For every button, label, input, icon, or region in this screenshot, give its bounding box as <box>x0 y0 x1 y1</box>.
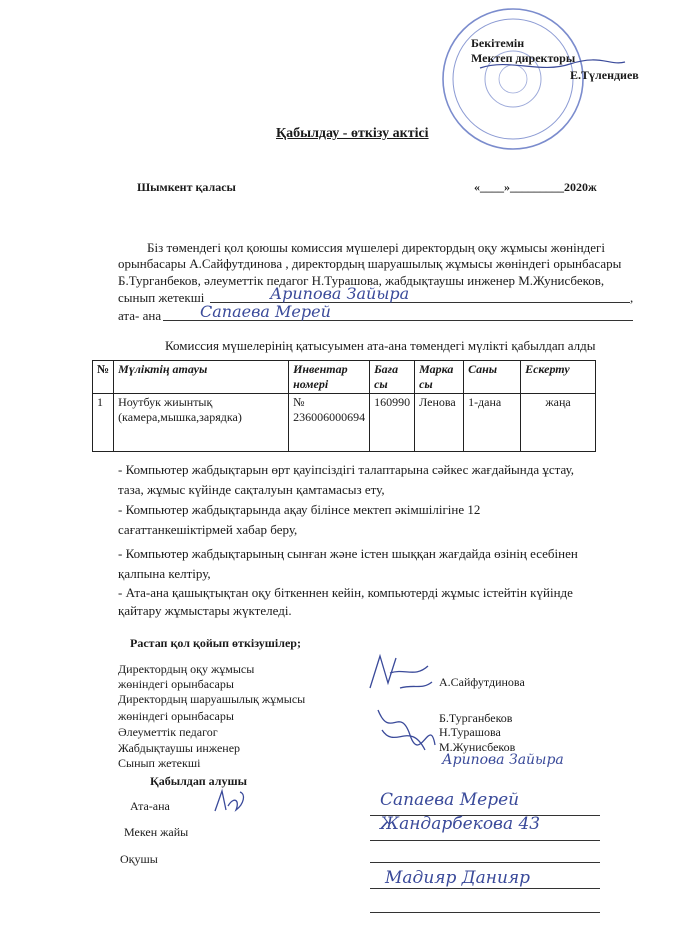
col-brand-l1: Марка <box>419 362 454 376</box>
intro-line-1: Біз төмендегі қол қоюшы комиссия мүшелері директордың оқу жұмысы жөніндегі <box>147 240 606 255</box>
col-price-l1: Баға <box>374 362 399 376</box>
cell-note: жаңа <box>521 394 596 452</box>
address-label: Мекен жайы <box>124 825 189 839</box>
name-saifutdinova: А.Сайфутдинова <box>439 675 525 689</box>
city: Шымкент қаласы <box>137 180 236 194</box>
intro-parent-label: ата- ана <box>118 308 162 323</box>
name-turashova: Н.Турашова <box>439 725 501 739</box>
signers-title: Растап қол қойып өткізушілер; <box>130 636 301 650</box>
role-6: Жабдықтаушы инженер <box>118 741 241 755</box>
student-label: Оқушы <box>120 852 158 866</box>
role-3: Директордың шаруашылық жұмысы <box>118 692 306 706</box>
parent-handwritten: Сапаева Мерей <box>200 302 331 321</box>
parent-signature-name: Сапаева Мерей <box>380 790 520 810</box>
director-signature <box>470 56 630 76</box>
term-line-3: - Компьютер жабдықтарында ақау білінсе мектеп әкімшілігіне 12 <box>118 502 481 517</box>
role-4: жөніндегі орынбасары <box>118 709 234 723</box>
term-line-8: қайтару жұмыстары жүктеледі. <box>118 603 292 618</box>
col-price-l2: сы <box>374 377 388 391</box>
col-inventory-l2: номері <box>293 377 329 391</box>
commission-line: Комиссия мүшелерінің қатысуымен ата-ана төмендегі мүлікті қабылдап алды <box>165 338 596 353</box>
cell-inventory: № 236006000694 <box>289 394 370 452</box>
intro-comma: , <box>630 290 634 305</box>
student-line-3 <box>370 912 600 913</box>
name-turganbekov: Б.Турганбеков <box>439 711 513 725</box>
term-line-4: сағаттанкешіктірмей хабар беру, <box>118 522 298 537</box>
intro-line-3: Б.Турганбеков, әлеуметтік педагог Н.Турашова, жабдықтаушы инженер М.Жунисбеков, <box>118 273 605 288</box>
col-qty: Саны <box>464 361 521 394</box>
address-line <box>370 840 600 841</box>
col-note: Ескерту <box>521 361 596 394</box>
cell-num: 1 <box>93 394 114 452</box>
page-title: Қабылдау - өткізу актісі <box>276 126 429 141</box>
student-line-1 <box>370 862 600 863</box>
role-2: жөніндегі орынбасары <box>118 677 234 691</box>
name-zhunisbekov: М.Жунисбеков <box>439 740 516 754</box>
teacher-handwritten: Арипова Зайыра <box>270 284 410 303</box>
cell-price: 160990 <box>370 394 415 452</box>
role-7: Сынып жетекші <box>118 756 201 770</box>
col-num: № <box>93 361 114 394</box>
col-inventory <box>289 361 370 394</box>
col-brand-l2: сы <box>419 377 433 391</box>
col-brand <box>415 361 464 394</box>
col-inventory-l1: Инвентар <box>293 362 348 376</box>
teacher-signature-name: Арипова Зайыра <box>442 752 564 768</box>
intro-line-2: орынбасары А.Сайфутдинова , директордың шаруашылық жұмысы жөніндегі орынбасары <box>118 256 622 271</box>
approval-line-3: Е.Түлендиев <box>570 68 639 82</box>
parent-signature <box>210 786 250 818</box>
approval-line-2: Мектеп директоры <box>471 51 576 65</box>
table-row <box>93 394 596 452</box>
student-line-2 <box>370 888 600 889</box>
address-handwritten: Жандарбекова 43 <box>380 814 541 834</box>
parent-label: Ата-ана <box>130 799 170 813</box>
cell-name <box>114 394 289 452</box>
signature-saifutdinova <box>360 648 440 698</box>
role-5: Әлеуметтік педагог <box>118 725 218 739</box>
cell-qty: 1-дана <box>464 394 521 452</box>
term-line-2: таза, жұмыс күйінде сақталуын қамтамасыз ету, <box>118 482 385 497</box>
term-line-1: - Компьютер жабдықтарын өрт қауіпсіздігі талаптарына сәйкес жағдайында ұстау, <box>118 462 575 477</box>
signature-group <box>370 700 440 755</box>
cell-name-l2: (камера,мышка,зарядка) <box>118 410 242 424</box>
inventory-table <box>92 360 596 452</box>
cell-brand: Ленова <box>415 394 464 452</box>
term-line-6: қалпына келтіру, <box>118 566 211 581</box>
table-header-row <box>93 361 596 394</box>
cell-name-l1: Ноутбук жиынтық <box>118 395 213 409</box>
approval-line-1: Бекітемін <box>471 36 525 50</box>
intro-teacher-label: сынып жетекші <box>118 290 205 305</box>
term-line-7: - Ата-ана қашықтықтан оқу біткеннен кейін, компьютерді жұмыс істейтін күйінде <box>118 585 573 600</box>
date: «____»_________2020ж <box>474 180 597 194</box>
role-1: Директордың оқу жұмысы <box>118 662 255 676</box>
term-line-5: - Компьютер жабдықтарының сынған және істен шыққан жағдайда өзінің есебінен <box>118 546 578 561</box>
receiver-title: Қабылдап алушы <box>150 774 247 788</box>
school-stamp <box>438 4 588 154</box>
col-price <box>370 361 415 394</box>
student-handwritten: Мадияр Данияр <box>385 868 531 888</box>
col-name: Мүліктің атауы <box>114 361 289 394</box>
